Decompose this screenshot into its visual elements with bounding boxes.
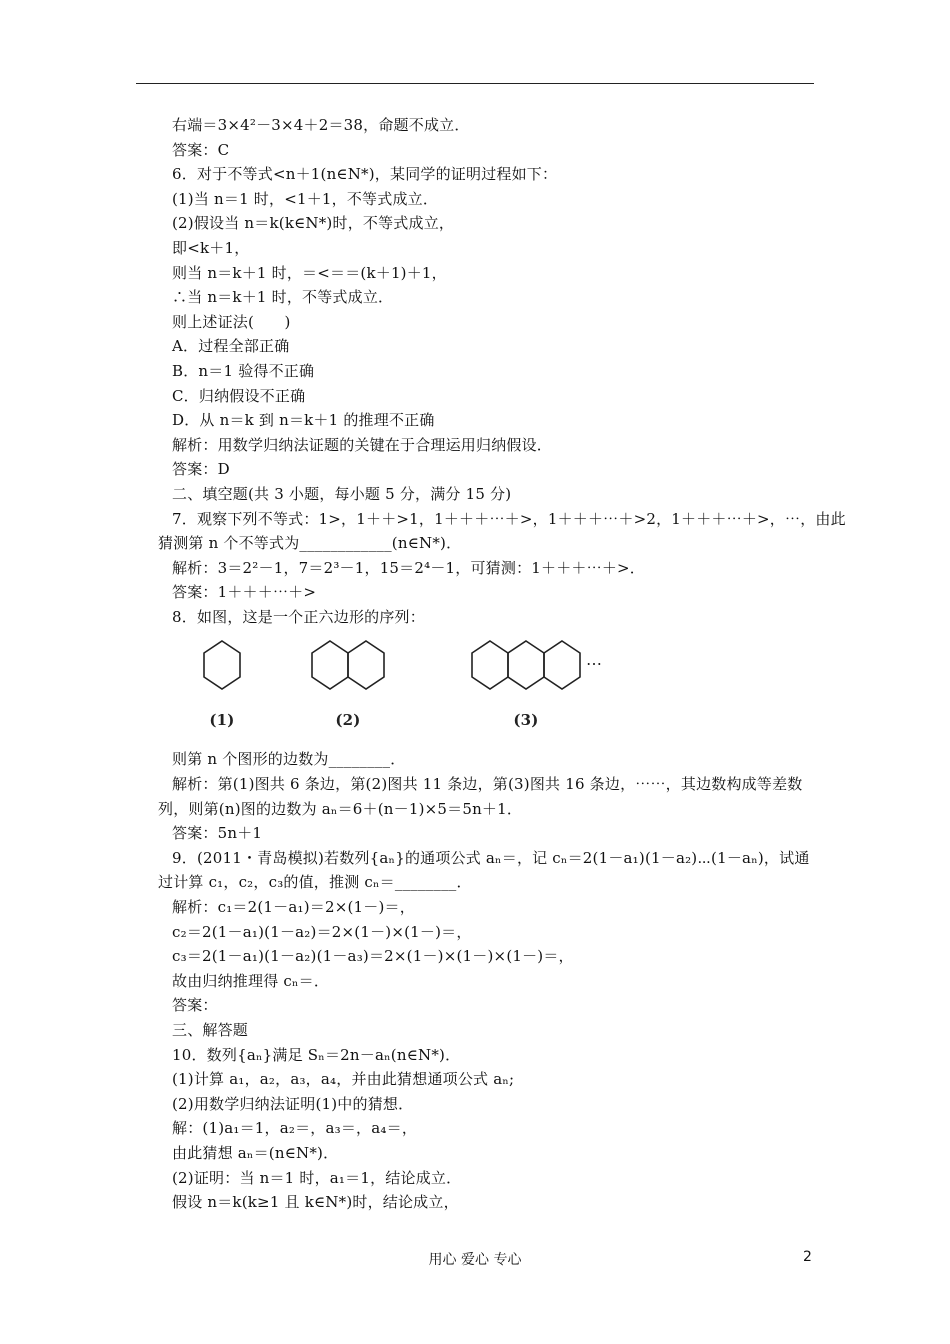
hexagon-shape [544,641,580,689]
text-line: 答案：1＋＋＋⋯＋> [172,583,317,602]
figure-label-3: (3) [513,711,539,730]
text-line: 6．对于不等式<n＋1(n∈N*)，某同学的证明过程如下： [172,165,558,184]
option-line: B．n＝1 验得不正确 [172,361,315,380]
text-line: 则上述证法( ) [172,312,291,331]
text-line: 列，则第(n)图的边数为 aₙ＝6＋(n－1)×5＝5n＋1． [158,799,523,818]
text-line: 解析：第(1)图共 6 条边，第(2)图共 11 条边，第(3)图共 16 条边，⋯⋯，其边数构成等差数 [172,775,803,794]
text-line: 故由归纳推理得 cₙ＝． [172,971,330,990]
text-line: 过计算 c₁，c₂，c₃的值，推测 cₙ＝________． [158,873,472,892]
hexagon-sequence-figure [172,629,817,747]
text-line: 右端＝3×4²－3×4＋2＝38，命题不成立． [172,116,470,134]
hexagon-shape [472,641,508,689]
text-line: c₃＝2(1－a₁)(1－a₂)(1－a₃)＝2×(1－)×(1－)×(1－)＝， [172,947,574,966]
text-line: c₂＝2(1－a₁)(1－a₂)＝2×(1－)×(1－)＝， [172,922,472,941]
text-line: 7．观察下列不等式：1>，1＋＋>1，1＋＋＋⋯＋>，1＋＋＋⋯＋>2，1＋＋＋⋯＋>，⋯，由此 [172,509,846,528]
text-line: 即<k＋1， [172,238,250,257]
text-line: 10．数列{aₙ}满足 Sₙ＝2n－aₙ(n∈N*)． [172,1045,461,1064]
text-line: 则当 n＝k＋1 时，＝<＝＝(k＋1)＋1， [172,263,447,282]
figure-label-1: (1) [209,711,235,730]
figure-ellipsis: ⋯ [586,654,603,674]
document-body [158,113,846,1215]
option-line: A．过程全部正确 [172,337,290,356]
text-line: 解析：3＝2²－1，7＝2³－1，15＝2⁴－1，可猜测：1＋＋＋⋯＋>． [172,558,645,577]
text-line: 猜测第 n 个不等式为____________(n∈N*)． [158,534,462,553]
text-line: (2)用数学归纳法证明(1)中的猜想． [172,1094,414,1113]
text-line: (1)当 n＝1 时，<1＋1，不等式成立． [172,189,439,208]
text-line: 答案：5n＋1 [172,824,263,843]
hexagon-shape [204,641,240,689]
text-line: 假设 n＝k(k≥1 且 k∈N*)时，结论成立， [172,1193,459,1212]
text-line: 答案：C [172,140,230,159]
section-heading: 二、填空题(共 3 小题，每小题 5 分，满分 15 分) [172,484,512,503]
text-line: (2)假设当 n＝k(k∈N*)时，不等式成立， [172,214,455,233]
text-line: 9．(2011・青岛模拟)若数列{aₙ}的通项公式 aₙ＝，记 cₙ＝2(1－a₁)(1－a₂)⋯(1－aₙ)，试通 [172,848,810,867]
option-line: C．归纳假设不正确 [172,386,306,405]
hexagon-figure-svg [190,631,610,743]
text-line: (2)证明：当 n＝1 时，a₁＝1，结论成立． [172,1168,462,1187]
text-line: (1)计算 a₁，a₂，a₃，a₄，并由此猜想通项公式 aₙ; [172,1070,515,1089]
text-line: 答案：D [172,460,230,479]
text-line: 解：(1)a₁＝1，a₂＝，a₃＝，a₄＝， [172,1119,418,1138]
page-number: 2 [803,1249,812,1265]
text-line: 解析：用数学归纳法证题的关键在于合理运用归纳假设． [172,435,553,454]
footer-motto: 用心 爱心 专心 [428,1252,522,1268]
text-line: 8．如图，这是一个正六边形的序列： [172,607,425,626]
text-line: 答案： [172,996,218,1015]
text-line: 由此猜想 aₙ＝(n∈N*)． [172,1143,339,1162]
hexagon-shape [508,641,544,689]
section-heading: 三、解答题 [172,1021,249,1039]
text-line: ∴当 n＝k＋1 时，不等式成立． [172,288,394,307]
hexagon-shape [348,641,384,689]
header-rule [136,83,814,84]
option-line: D．从 n＝k 到 n＝k＋1 的推理不正确 [172,411,435,430]
figure-label-2: (2) [335,711,361,730]
text-line: 则第 n 个图形的边数为________． [172,750,406,769]
hexagon-shape [312,641,348,689]
text-line: 解析：c₁＝2(1－a₁)＝2×(1－)＝， [172,898,415,917]
